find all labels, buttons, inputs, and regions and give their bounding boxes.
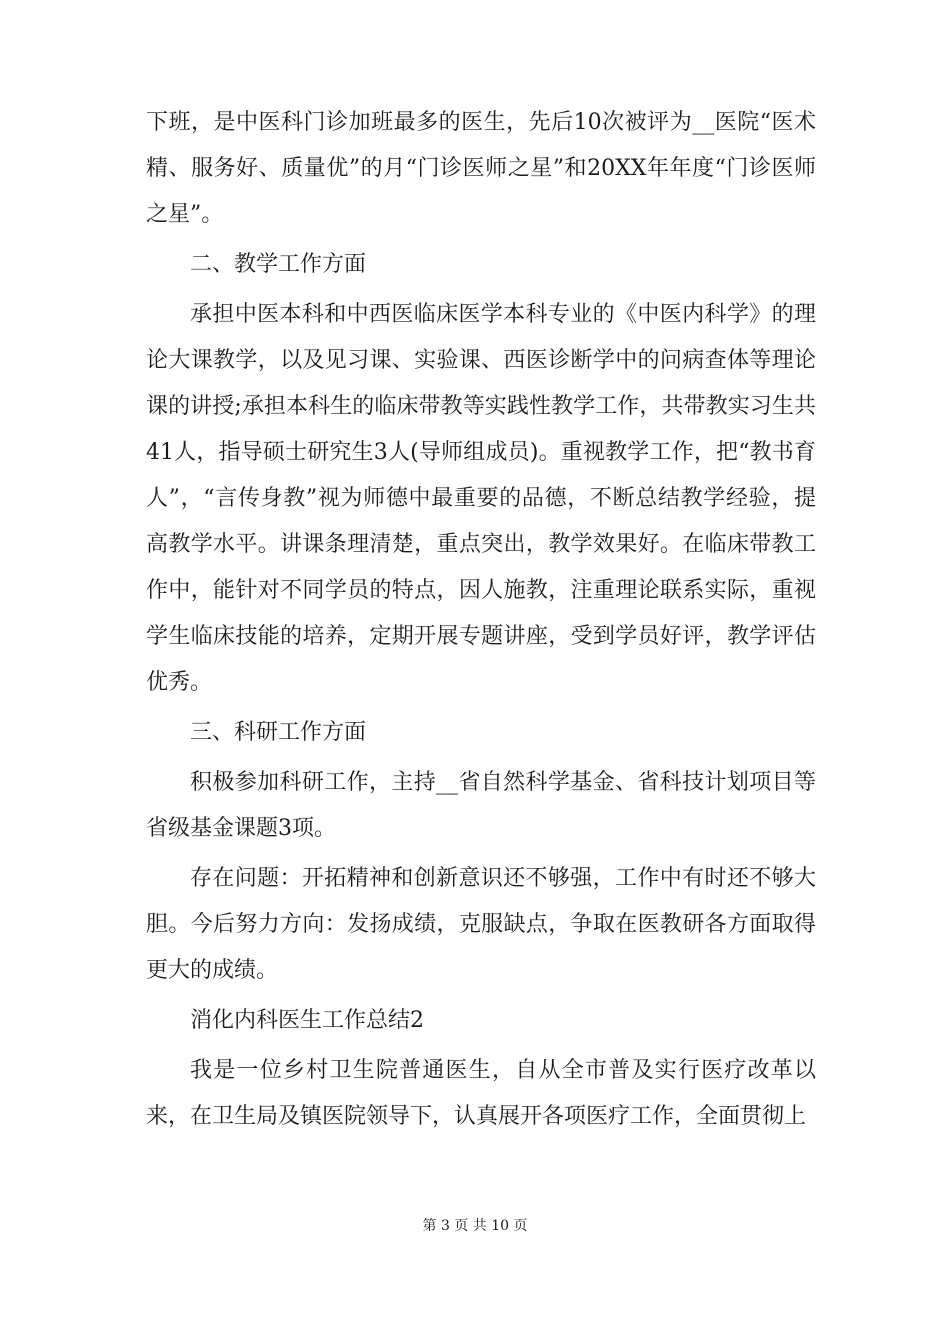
- page-number-footer: 第 3 页 共 10 页: [422, 1218, 528, 1234]
- paragraph-problems: 存在问题：开拓精神和创新意识还不够强，工作中有时还不够大胆。今后努力方向：发扬成绩，克服缺点，争取在医教研各方面取得更大的成绩。: [146, 866, 816, 983]
- paragraph-summary-2: 我是一位乡村卫生院普通医生，自从全市普及实行医疗改革以来，在卫生局及镇医院领导下，认真展开各项医疗工作，全面贯彻上: [146, 1058, 816, 1129]
- document-body: [146, 100, 816, 1140]
- section-heading-teaching: 二、教学工作方面: [190, 252, 367, 277]
- section-heading-research: 三、科研工作方面: [190, 720, 367, 745]
- paragraph-research: 积极参加科研工作，主持__省自然科学基金、省科技计划项目等省级基金课题3项。: [146, 770, 816, 841]
- paragraph-continuation: 下班，是中医科门诊加班最多的医生，先后10次被评为__医院“医术精、服务好、质量优”的月“门诊医师之星”和20XX年年度“门诊医师之星”。: [146, 110, 816, 227]
- section-heading-summary-2: 消化内科医生工作总结2: [190, 1008, 424, 1033]
- paragraph-teaching: 承担中医本科和中西医临床医学本科专业的《中医内科学》的理论大课教学，以及见习课、实验课、西医诊断学中的问病查体等理论课的讲授;承担本科生的临床带教等实践性教学工作，共带教实习生共41人，指导硕士研究生3人(导师组成员)。重视教学工作，把“教书育人”，“言传身教”视为师德中最重要的品德，不断总结教学经验，提高教学水平。讲课条理清楚，重点突出，教学效果好。在临床带教工作中，能针对不同学员的特点，因人施教，注重理论联系实际，重视学生临床技能的培养，定期开展专题讲座，受到学员好评，教学评估优秀。: [146, 302, 816, 695]
